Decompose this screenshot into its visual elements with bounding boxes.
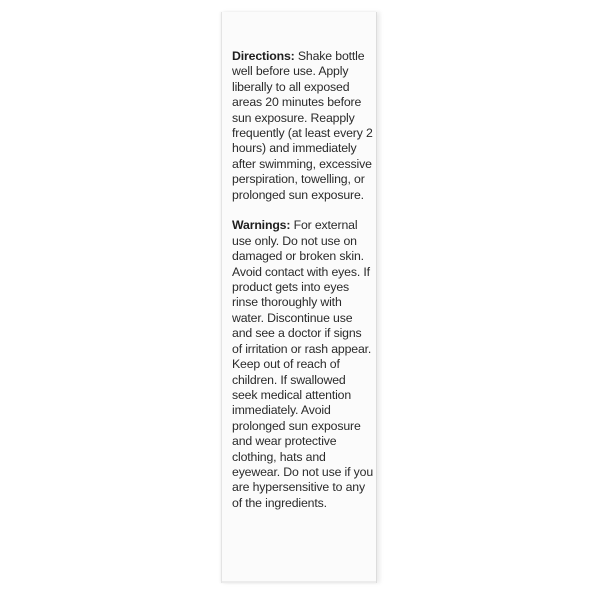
directions-paragraph <box>232 49 374 203</box>
packaging-side-panel <box>221 12 377 583</box>
panel-text-block <box>232 49 374 527</box>
directions-label: Directions: <box>232 49 295 63</box>
warnings-text: For external use only. Do not use on damaged or broken skin. Avoid contact with eyes. If product gets into eyes rinse thoroughly with water. Discontinue use and see a doctor if signs of irritation or rash appear. Keep out of reach of children. If swallowed seek medical attention immediately. Avoid prolonged sun exposure and wear protective clothing, hats and eyewear. Do not use if you are hypersensitive to any of the ingredients. <box>232 218 374 510</box>
warnings-paragraph <box>232 218 374 511</box>
warnings-label: Warnings: <box>232 218 291 233</box>
directions-text: Shake bottle well before use. Apply liberally to all exposed areas 20 minutes before sun exposure. Reapply frequently (at least every 2 hours) and immediately after swimming, excessive perspiration, towelling, or prolonged sun exposure. <box>232 49 373 202</box>
